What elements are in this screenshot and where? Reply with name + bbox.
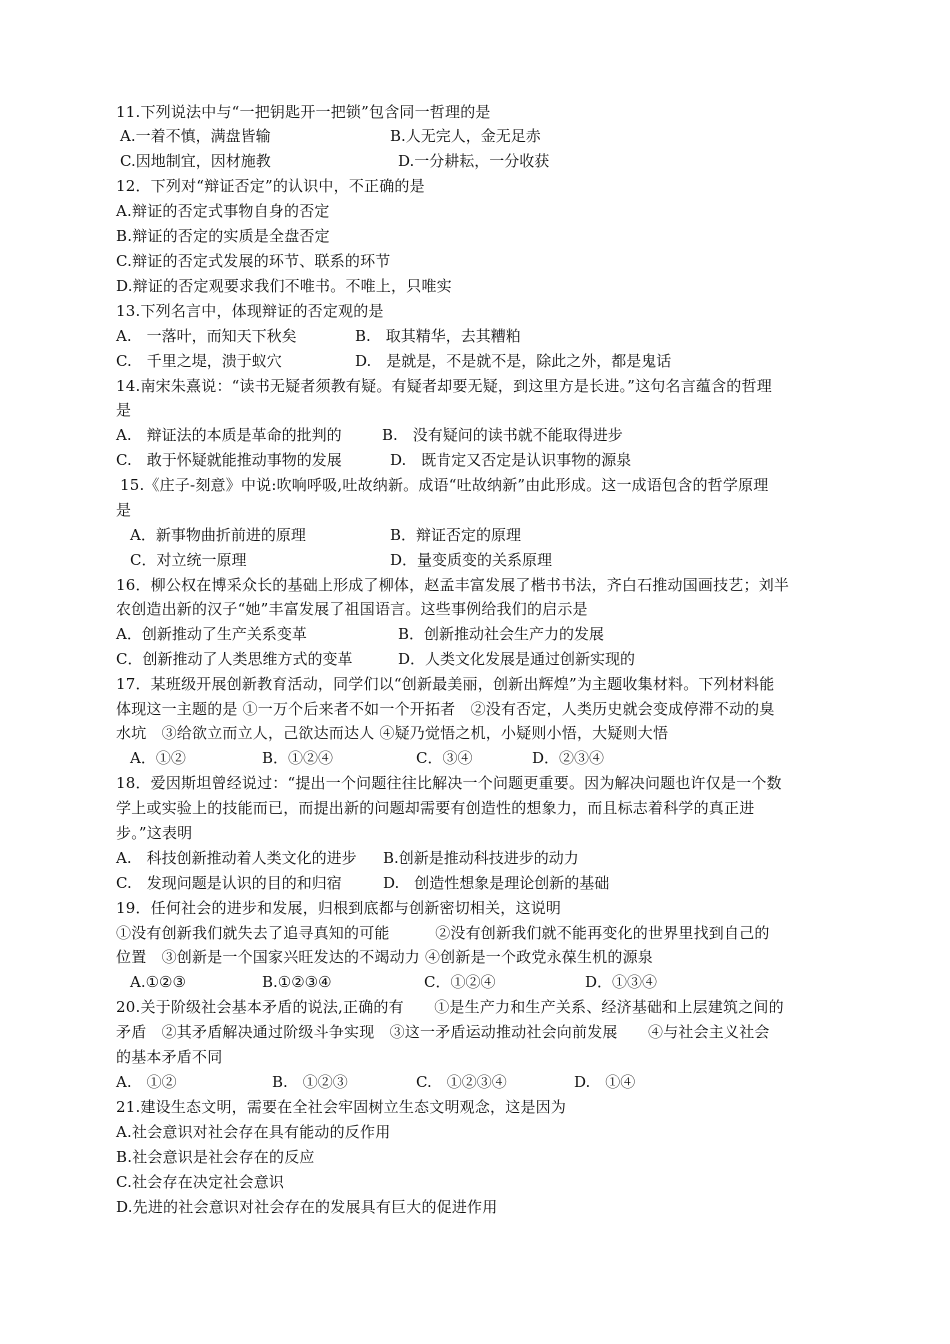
question-16-option-d: D．人类文化发展是通过创新实现的 bbox=[398, 650, 636, 668]
question-15-option-a: A．新事物曲折前进的原理 bbox=[130, 526, 306, 544]
question-17-option-b: B．①②④ bbox=[262, 749, 334, 767]
question-19-option-b: B.①②③④ bbox=[262, 973, 332, 991]
question-17-option-c: C．③④ bbox=[416, 749, 473, 767]
question-18-option-b: B.创新是推动科技进步的动力 bbox=[383, 849, 579, 867]
question-21-option-a: A.社会意识对社会存在具有能动的反作用 bbox=[116, 1123, 391, 1141]
question-20-option-d: D. ①④ bbox=[574, 1073, 636, 1091]
question-20-option-a: A. ①② bbox=[116, 1073, 177, 1091]
question-12-option-c: C.辩证的否定式发展的环节、联系的环节 bbox=[116, 252, 391, 270]
question-18-option-a: A. 科技创新推动着人类文化的进步 bbox=[116, 849, 357, 867]
question-19-stem-line-3: 位置 ③创新是一个国家兴旺发达的不竭动力 ④创新是一个政党永葆生机的源泉 bbox=[116, 948, 653, 966]
question-19-option-a: A.①②③ bbox=[130, 973, 186, 991]
question-14-stem-line-2: 是 bbox=[116, 401, 132, 419]
question-20-stem-line-2: 矛盾 ②其矛盾解决通过阶级斗争实现 ③这一矛盾运动推动社会向前发展 ④与社会主义社会 bbox=[116, 1023, 770, 1041]
question-13-option-b: B. 取其精华，去其糟粕 bbox=[355, 327, 521, 345]
question-13-option-c: C. 千里之堤，溃于蚁穴 bbox=[116, 352, 282, 370]
question-13-stem: 13.下列名言中，体现辩证的否定观的是 bbox=[116, 302, 384, 320]
question-11-stem: 11.下列说法中与“一把钥匙开一把锁”包含同一哲理的是 bbox=[116, 103, 491, 121]
question-20-option-c: C. ①②③④ bbox=[416, 1073, 507, 1091]
question-18-option-d: D. 创造性想象是理论创新的基础 bbox=[383, 874, 610, 892]
question-11-option-b: B.人无完人，金无足赤 bbox=[390, 127, 541, 145]
question-21-option-c: C.社会存在决定社会意识 bbox=[116, 1173, 285, 1191]
question-19-option-d: D．①③④ bbox=[585, 973, 658, 991]
question-15-option-c: C．对立统一原理 bbox=[130, 551, 247, 569]
question-13-option-d: D. 是就是，不是就不是，除此之外，都是鬼话 bbox=[355, 352, 672, 370]
question-14-option-c: C. 敢于怀疑就能推动事物的发展 bbox=[116, 451, 342, 469]
question-12-stem: 12．下列对“辩证否定”的认识中，不正确的是 bbox=[116, 177, 425, 195]
question-15-stem-line-1: 15.《庄子-刻意》中说:吹响呼吸,吐故纳新。成语“吐故纳新”由此形成。这一成语包含的哲学原理 bbox=[120, 476, 769, 494]
question-15-option-b: B．辩证否定的原理 bbox=[390, 526, 522, 544]
question-18-stem-line-3: 步。”这表明 bbox=[116, 824, 193, 842]
question-20-stem-line-3: 的基本矛盾不同 bbox=[116, 1048, 223, 1066]
question-17-stem-line-2: 体现这一主题的是 ①一万个后来者不如一个开拓者 ②没有否定，人类历史就会变成停滞不动的臭 bbox=[116, 700, 775, 718]
question-20-stem-line-1: 20.关于阶级社会基本矛盾的说法,正确的有 ①是生产力和生产关系、经济基础和上层建筑之间的 bbox=[116, 998, 784, 1016]
question-14-option-b: B. 没有疑问的读书就不能取得进步 bbox=[382, 426, 623, 444]
question-17-stem-line-3: 水坑 ③给欲立而立人，己欲达而达人 ④疑乃觉悟之机，小疑则小悟，大疑则大悟 bbox=[116, 724, 669, 742]
question-16-option-b: B．创新推动社会生产力的发展 bbox=[398, 625, 605, 643]
question-18-stem-line-2: 学上或实验上的技能而已，而提出新的问题却需要有创造性的想象力，而且标志着科学的真正进 bbox=[116, 799, 755, 817]
question-13-option-a: A. 一落叶，而知天下秋矣 bbox=[116, 327, 297, 345]
question-20-option-b: B. ①②③ bbox=[272, 1073, 348, 1091]
question-14-option-a: A. 辩证法的本质是革命的批判的 bbox=[116, 426, 342, 444]
question-16-stem-line-1: 16．柳公权在博采众长的基础上形成了柳体，赵孟丰富发展了楷书书法，齐白石推动国画技艺；刘半 bbox=[116, 576, 790, 594]
question-17-stem-line-1: 17．某班级开展创新教育活动，同学们以“创新最美丽，创新出辉煌”为主题收集材料。下列材料能 bbox=[116, 675, 775, 693]
question-12-option-d: D.辩证的否定观要求我们不唯书。不唯上，只唯实 bbox=[116, 277, 452, 295]
question-15-stem-line-2: 是 bbox=[116, 501, 132, 519]
question-19-option-c: C．①②④ bbox=[424, 973, 496, 991]
question-21-option-d: D.先进的社会意识对社会存在的发展具有巨大的促进作用 bbox=[116, 1198, 498, 1216]
question-19-stem-line-2: ①没有创新我们就失去了追寻真知的可能 ②没有创新我们就不能再变化的世界里找到自己的 bbox=[116, 924, 770, 942]
question-14-option-d: D. 既肯定又否定是认识事物的源泉 bbox=[390, 451, 632, 469]
question-21-stem: 21.建设生态文明，需要在全社会牢固树立生态文明观念，这是因为 bbox=[116, 1098, 567, 1116]
question-16-option-a: A．创新推动了生产关系变革 bbox=[116, 625, 307, 643]
question-17-option-a: A．①② bbox=[130, 749, 186, 767]
question-14-stem-line-1: 14.南宋朱熹说：“读书无疑者须教有疑。有疑者却要无疑，到这里方是长进。”这句名言蕴含的哲理 bbox=[116, 377, 772, 395]
question-11-option-d: D.一分耕耘，一分收获 bbox=[398, 152, 550, 170]
question-11-option-a: A.一着不慎，满盘皆输 bbox=[120, 127, 271, 145]
question-11-option-c: C.因地制宜，因材施教 bbox=[120, 152, 271, 170]
question-12-option-a: A.辩证的否定式事物自身的否定 bbox=[116, 202, 330, 220]
question-18-option-c: C. 发现问题是认识的目的和归宿 bbox=[116, 874, 342, 892]
question-21-option-b: B.社会意识是社会存在的反应 bbox=[116, 1148, 315, 1166]
question-16-stem-line-2: 农创造出新的汉子“她”丰富发展了祖国语言。这些事例给我们的启示是 bbox=[116, 600, 588, 618]
question-15-option-d: D．量变质变的关系原理 bbox=[390, 551, 553, 569]
question-19-stem-line-1: 19．任何社会的进步和发展，归根到底都与创新密切相关，这说明 bbox=[116, 899, 562, 917]
question-18-stem-line-1: 18．爱因斯坦曾经说过：“提出一个问题往往比解决一个问题更重要。因为解决问题也许仅是一个数 bbox=[116, 774, 782, 792]
question-17-option-d: D．②③④ bbox=[532, 749, 605, 767]
question-16-option-c: C．创新推动了人类思维方式的变革 bbox=[116, 650, 353, 668]
question-12-option-b: B.辩证的否定的实质是全盘否定 bbox=[116, 227, 330, 245]
